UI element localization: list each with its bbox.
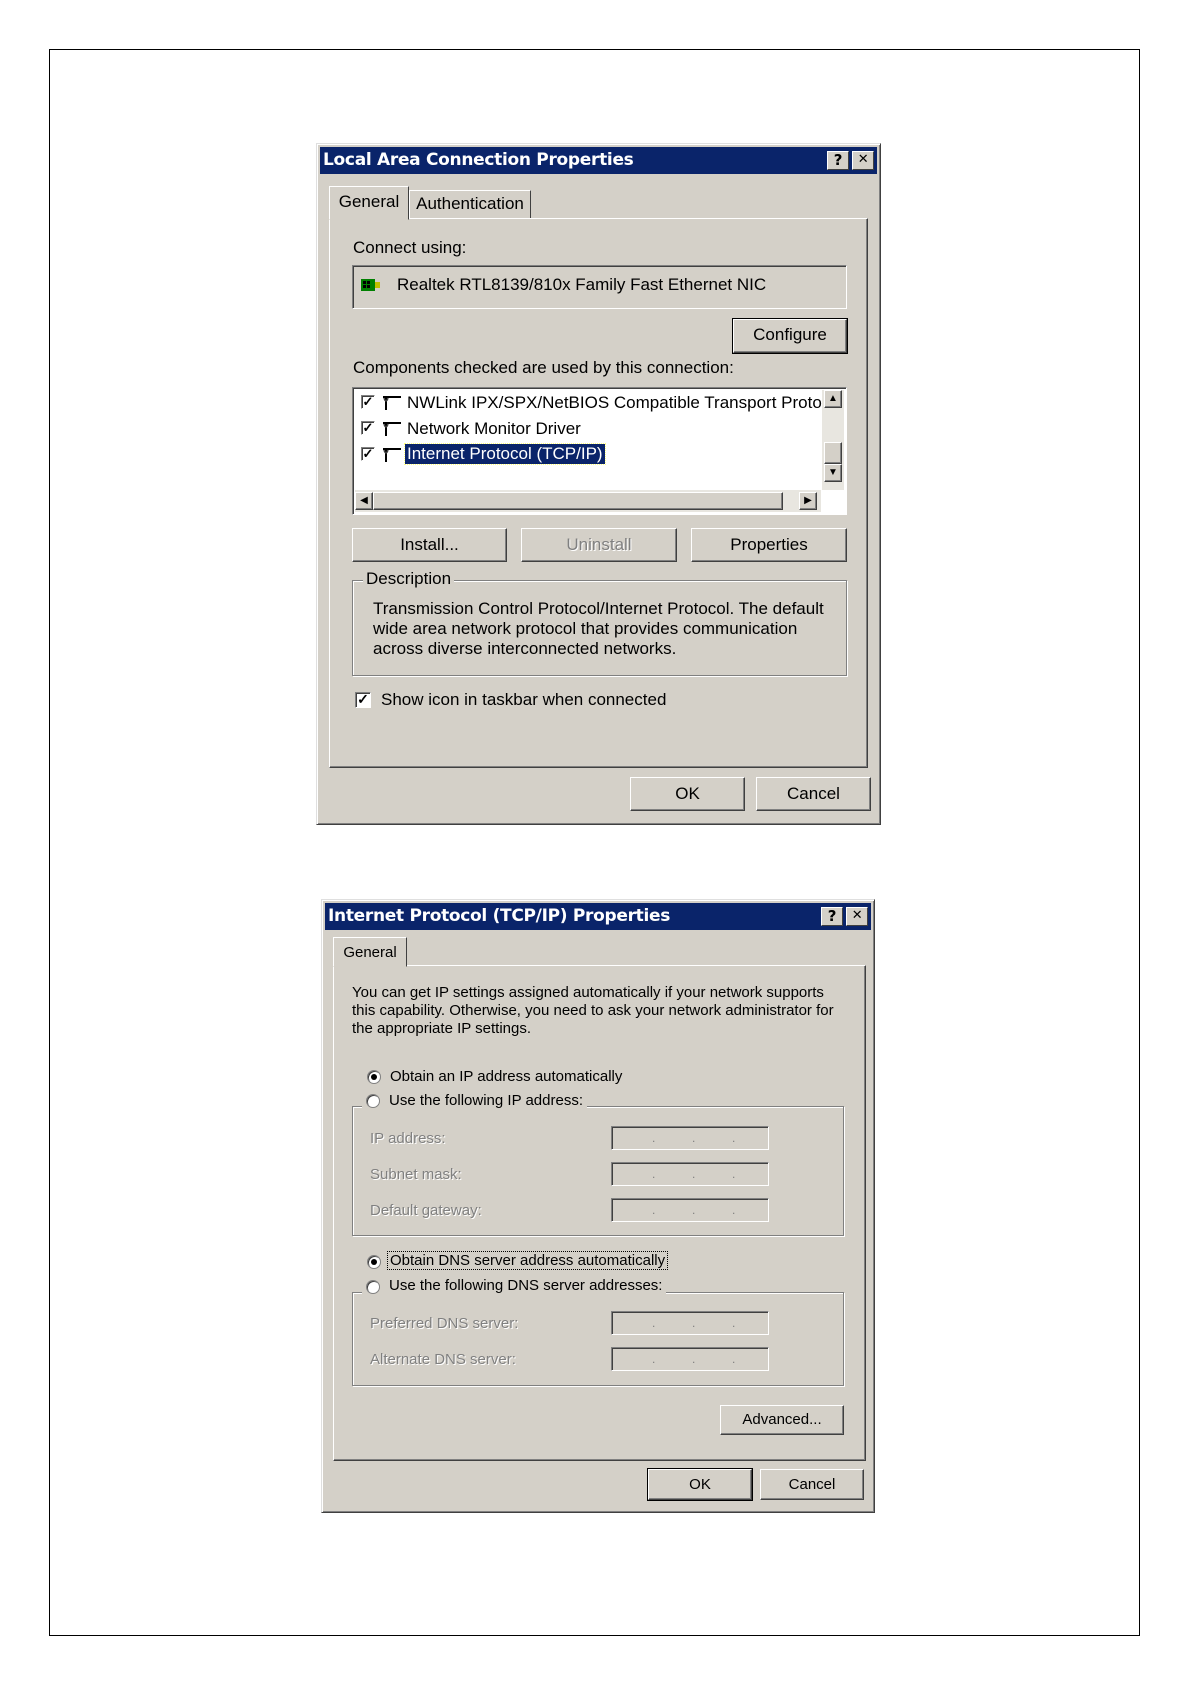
preferred-dns-input[interactable]: . . . [611, 1311, 769, 1335]
components-label: Components checked are used by this connection: [353, 358, 734, 377]
list-item[interactable] [361, 444, 811, 468]
alternate-dns-label: Alternate DNS server: [370, 1351, 516, 1368]
ip-address-label: IP address: [370, 1130, 446, 1147]
dns-group-legend [362, 1275, 666, 1297]
uninstall-button[interactable]: Uninstall [521, 528, 677, 562]
use-dns-radio[interactable] [366, 1280, 380, 1294]
scroll-thumb-horizontal[interactable] [373, 492, 783, 510]
properties-button[interactable]: Properties [691, 528, 847, 562]
obtain-dns-label[interactable]: Obtain DNS server address automatically [390, 1252, 666, 1269]
default-gateway-input[interactable]: . . . [611, 1198, 769, 1222]
install-button[interactable]: Install... [352, 528, 507, 562]
ok-button[interactable]: OK [648, 1469, 752, 1500]
scroll-right-button[interactable]: ▶ [799, 492, 817, 510]
default-gateway-label: Default gateway: [370, 1202, 482, 1219]
component-label: NWLink IPX/SPX/NetBIOS Compatible Transport Proto [407, 393, 822, 412]
obtain-dns-radio[interactable] [367, 1255, 381, 1269]
scroll-down-button[interactable]: ▼ [824, 464, 842, 482]
adapter-name: Realtek RTL8139/810x Family Fast Ethernet NIC [397, 275, 767, 294]
preferred-dns-label: Preferred DNS server: [370, 1315, 519, 1332]
obtain-ip-label[interactable]: Obtain an IP address automatically [390, 1068, 623, 1085]
tcpip-properties-dialog [321, 899, 875, 1513]
adapter-box [352, 265, 847, 309]
help-button[interactable]: ? [821, 907, 843, 926]
dns-group [352, 1292, 844, 1386]
alternate-dns-input[interactable]: . . . [611, 1347, 769, 1371]
scroll-up-button[interactable]: ▲ [824, 390, 842, 408]
help-button[interactable]: ? [827, 151, 849, 170]
component-checkbox[interactable]: ✓ [362, 394, 374, 409]
dialog-title: Local Area Connection Properties [323, 150, 634, 170]
ip-address-input[interactable]: . . . [611, 1126, 769, 1150]
ok-button[interactable]: OK [630, 777, 745, 811]
configure-button[interactable]: Configure [733, 319, 847, 353]
local-area-connection-dialog [316, 143, 881, 825]
tab-general[interactable]: General [333, 937, 407, 967]
cancel-button[interactable]: Cancel [760, 1469, 864, 1500]
obtain-ip-radio[interactable] [367, 1070, 381, 1084]
subnet-mask-label: Subnet mask: [370, 1166, 462, 1183]
list-item[interactable] [361, 418, 811, 442]
tab-general[interactable]: General [329, 186, 409, 220]
show-icon-checkbox[interactable]: ✓ [355, 692, 371, 708]
horizontal-scrollbar[interactable] [355, 490, 821, 512]
description-legend: Description [363, 569, 454, 589]
scroll-thumb[interactable] [824, 442, 842, 464]
dialog-title-bar[interactable] [325, 903, 871, 930]
scroll-left-button[interactable]: ◀ [355, 492, 373, 510]
component-label-selected: Internet Protocol (TCP/IP) [407, 444, 603, 463]
show-icon-label[interactable]: Show icon in taskbar when connected [381, 690, 667, 709]
tab-authentication[interactable]: Authentication [409, 190, 531, 218]
dialog-title: Internet Protocol (TCP/IP) Properties [328, 906, 671, 926]
component-label: Network Monitor Driver [407, 419, 581, 438]
close-button[interactable]: ✕ [846, 907, 868, 926]
protocol-icon [381, 394, 403, 412]
use-ip-radio[interactable] [366, 1094, 380, 1108]
protocol-icon [381, 446, 403, 464]
use-ip-label[interactable]: Use the following IP address: [389, 1092, 583, 1109]
list-item[interactable] [361, 392, 822, 416]
cancel-button[interactable]: Cancel [756, 777, 871, 811]
intro-text: You can get IP settings assigned automatically if your network supports this capability. Otherwise, you need to ask your network administrator for the appropriate IP settings. [352, 984, 834, 1037]
component-checkbox[interactable]: ✓ [362, 446, 374, 461]
protocol-icon [381, 420, 403, 438]
subnet-mask-input[interactable]: . . . [611, 1162, 769, 1186]
components-list[interactable] [352, 387, 847, 515]
dialog-title-bar[interactable] [320, 147, 877, 174]
vertical-scrollbar[interactable] [822, 390, 844, 490]
advanced-button[interactable]: Advanced... [720, 1405, 844, 1435]
close-button[interactable]: ✕ [852, 151, 874, 170]
network-adapter-icon [361, 278, 381, 293]
component-checkbox[interactable]: ✓ [362, 420, 374, 435]
ip-group-legend [362, 1090, 587, 1112]
description-text: Transmission Control Protocol/Internet Protocol. The default wide area network protocol that provides communication across diverse interconnected networks. [373, 599, 824, 658]
connect-using-label: Connect using: [353, 238, 467, 257]
use-dns-label[interactable]: Use the following DNS server addresses: [389, 1277, 663, 1294]
